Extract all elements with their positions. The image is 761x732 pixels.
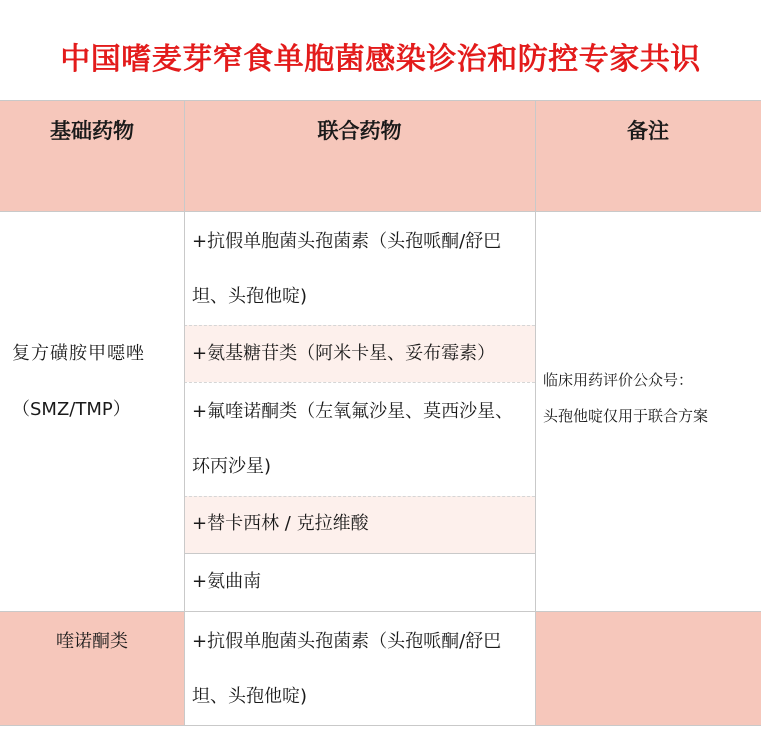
group-divider bbox=[0, 611, 761, 612]
table-border-bottom bbox=[0, 725, 761, 726]
header-combo-drug: 联合药物 bbox=[317, 119, 402, 143]
combo-1-line1: +抗假单胞菌头孢菌素（头孢哌酮/舒巴 bbox=[192, 231, 502, 252]
base-drug-name: 复方磺胺甲噁唑 bbox=[12, 343, 145, 364]
combo-1-line2: 坦、头孢他啶) bbox=[192, 286, 308, 307]
combo-4-line1: +替卡西林 / 克拉维酸 bbox=[192, 513, 369, 534]
combo-divider-3 bbox=[184, 496, 535, 497]
combo-divider-1 bbox=[184, 325, 535, 326]
combo-divider-4 bbox=[184, 553, 535, 554]
group2-combo-line1: +抗假单胞菌头孢菌素（头孢哌酮/舒巴 bbox=[192, 631, 502, 652]
group2-combo-line2: 坦、头孢他啶) bbox=[192, 686, 308, 707]
column-divider-2 bbox=[535, 100, 536, 726]
combo-3-line1: +氟喹诺酮类（左氧氟沙星、莫西沙星、 bbox=[192, 401, 514, 422]
combo-5-line1: +氨曲南 bbox=[192, 571, 262, 592]
note-line-1: 临床用药评价公众号： bbox=[543, 371, 694, 389]
base-drug-quinolones: 喹诺酮类 bbox=[56, 631, 128, 652]
page-title: 中国嗜麦芽窄食单胞菌感染诊治和防控专家共识 bbox=[60, 42, 701, 77]
combo-divider-2 bbox=[184, 382, 535, 383]
table-border-top bbox=[0, 100, 761, 101]
combo-3-line2: 环丙沙星) bbox=[192, 456, 272, 477]
combo-2-line1: +氨基糖苷类（阿米卡星、妥布霉素） bbox=[192, 343, 496, 364]
base-drug-abbrev: （SMZ/TMP） bbox=[12, 399, 131, 420]
header-remarks: 备注 bbox=[627, 119, 669, 143]
note-line-2: 头孢他啶仅用于联合方案 bbox=[543, 407, 709, 425]
header-divider bbox=[0, 211, 761, 212]
column-divider-1 bbox=[184, 100, 185, 726]
header-base-drug: 基础药物 bbox=[50, 119, 134, 143]
